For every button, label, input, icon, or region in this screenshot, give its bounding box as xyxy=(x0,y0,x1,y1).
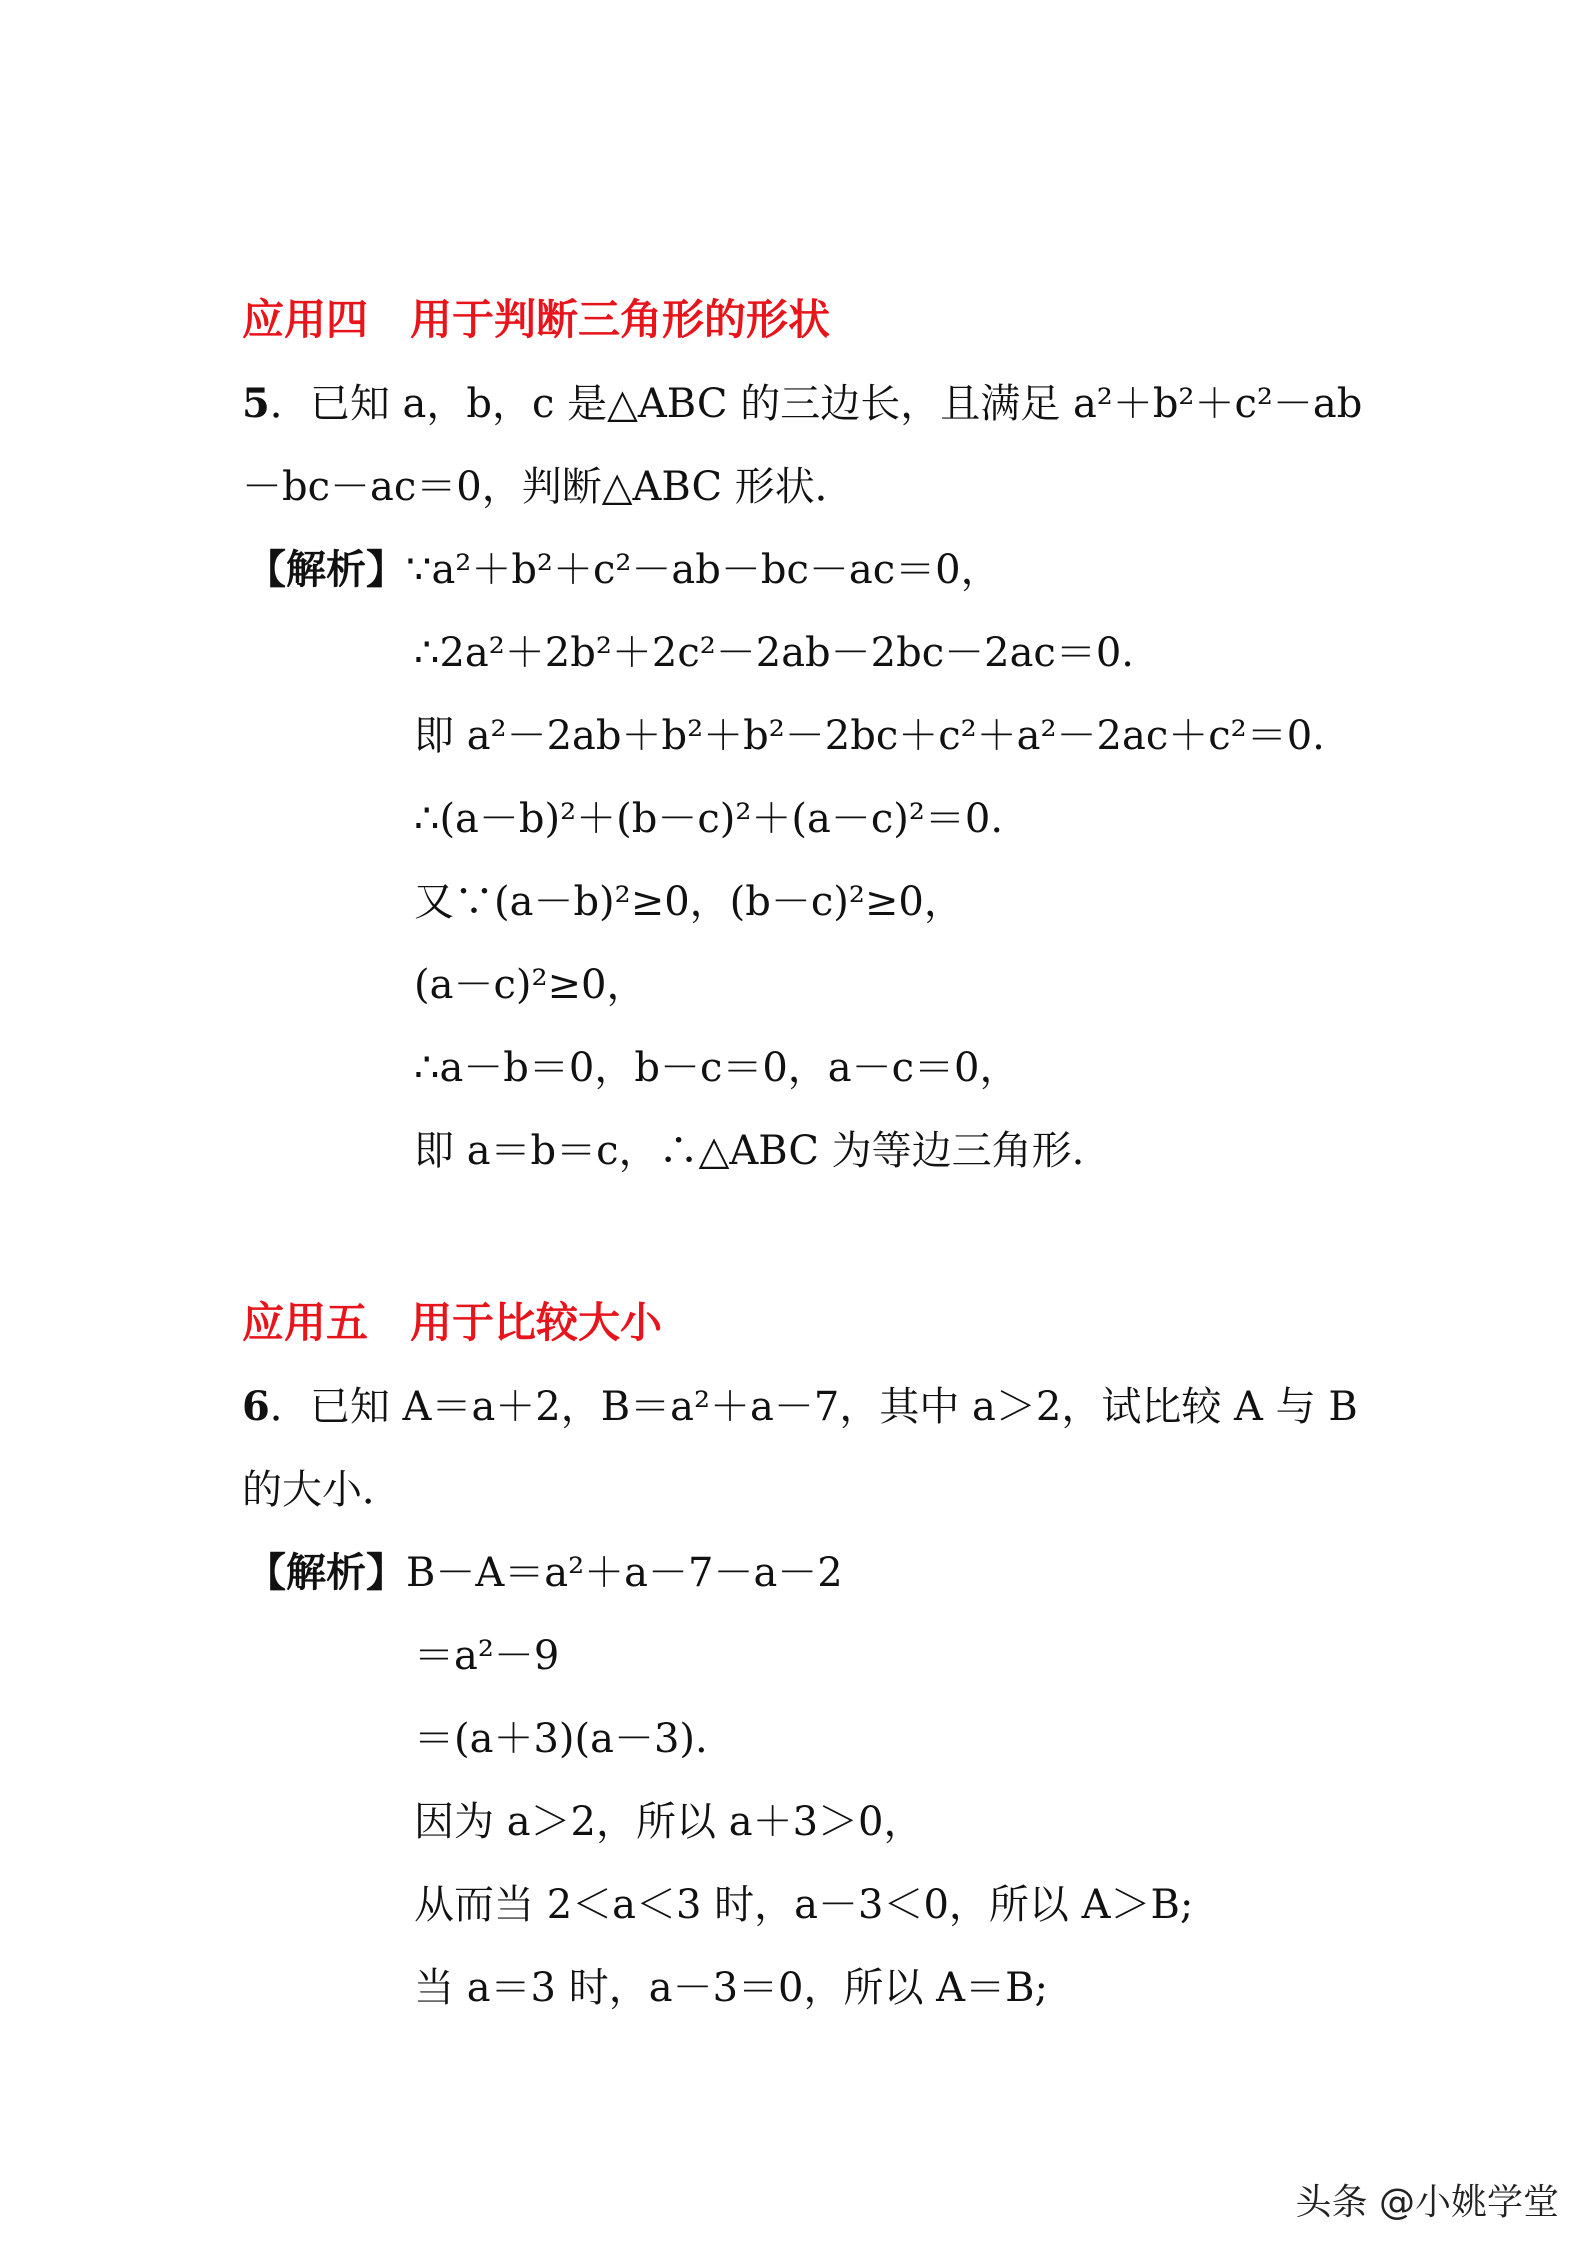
question-number: 6 xyxy=(242,1383,270,1430)
solution-5-step xyxy=(414,961,646,1009)
question-6-line-1 xyxy=(242,1383,1358,1431)
question-number: 5 xyxy=(242,380,270,427)
section-heading-5 xyxy=(242,1299,662,1347)
question-5-line-1 xyxy=(242,380,1362,428)
solution-step: 当 a＝3 时，a－3＝0，所以 A＝B; xyxy=(414,1965,1048,2011)
solution-5-step xyxy=(414,1044,1020,1092)
solution-step: (a－c)²≥0， xyxy=(414,962,647,1008)
section-label: 应用五 xyxy=(242,1298,369,1347)
question-5-line-2 xyxy=(242,463,855,511)
question-text: －bc－ac＝0，判断△ABC 形状． xyxy=(242,464,855,510)
solution-5-step xyxy=(414,878,964,926)
solution-step: 即 a²－2ab＋b²＋b²－2bc＋c²＋a²－2ac＋c²＝0. xyxy=(414,713,1325,759)
solution-6-step xyxy=(414,1715,708,1763)
section-title: 用于比较大小 xyxy=(410,1298,663,1347)
solution-5-step xyxy=(414,629,1134,677)
solution-step: ＝a²－9 xyxy=(414,1633,560,1679)
solution-6-line-1 xyxy=(246,1549,843,1597)
question-6-line-2 xyxy=(242,1466,402,1514)
solution-5-step xyxy=(414,712,1325,760)
solution-5-step xyxy=(414,795,1003,843)
solution-6-step xyxy=(414,1881,1193,1929)
solution-6-step xyxy=(414,1798,923,1846)
solution-step: ＝(a＋3)(a－3). xyxy=(414,1716,708,1762)
solution-tag: 【解析】 xyxy=(246,546,406,593)
solution-step: ∵a²＋b²＋c²－ab－bc－ac＝0， xyxy=(406,547,1001,593)
solution-step: 即 a＝b＝c，∴△ABC 为等边三角形. xyxy=(414,1128,1085,1174)
solution-step: 从而当 2＜a＜3 时，a－3＜0，所以 A＞B; xyxy=(414,1882,1194,1928)
solution-step: B－A＝a²＋a－7－a－2 xyxy=(406,1550,843,1596)
solution-step: 又∵(a－b)²≥0，(b－c)²≥0， xyxy=(414,879,964,925)
section-label: 应用四 xyxy=(242,295,369,344)
watermark: 头条 @小姚学堂 xyxy=(1295,2182,1559,2223)
question-text: ．已知 A＝a＋2，B＝a²＋a－7，其中 a＞2，试比较 A 与 B xyxy=(269,1384,1358,1430)
question-text: 的大小． xyxy=(242,1467,402,1513)
question-text: ．已知 a，b，c 是△ABC 的三边长，且满足 a²＋b²＋c²－ab xyxy=(269,381,1363,427)
solution-step: 因为 a＞2，所以 a＋3＞0， xyxy=(414,1799,924,1845)
solution-5-line-1 xyxy=(246,546,1001,594)
solution-tag: 【解析】 xyxy=(246,1549,406,1596)
solution-step: ∴a－b＝0，b－c＝0，a－c＝0， xyxy=(414,1045,1020,1091)
solution-6-step xyxy=(414,1632,559,1680)
solution-5-step xyxy=(414,1127,1084,1175)
solution-step: ∴(a－b)²＋(b－c)²＋(a－c)²＝0. xyxy=(414,796,1004,842)
section-heading-4 xyxy=(242,296,830,344)
section-title: 用于判断三角形的形状 xyxy=(410,295,831,344)
solution-6-step xyxy=(414,1964,1048,2012)
solution-step: ∴2a²＋2b²＋2c²－2ab－2bc－2ac＝0. xyxy=(414,630,1134,676)
